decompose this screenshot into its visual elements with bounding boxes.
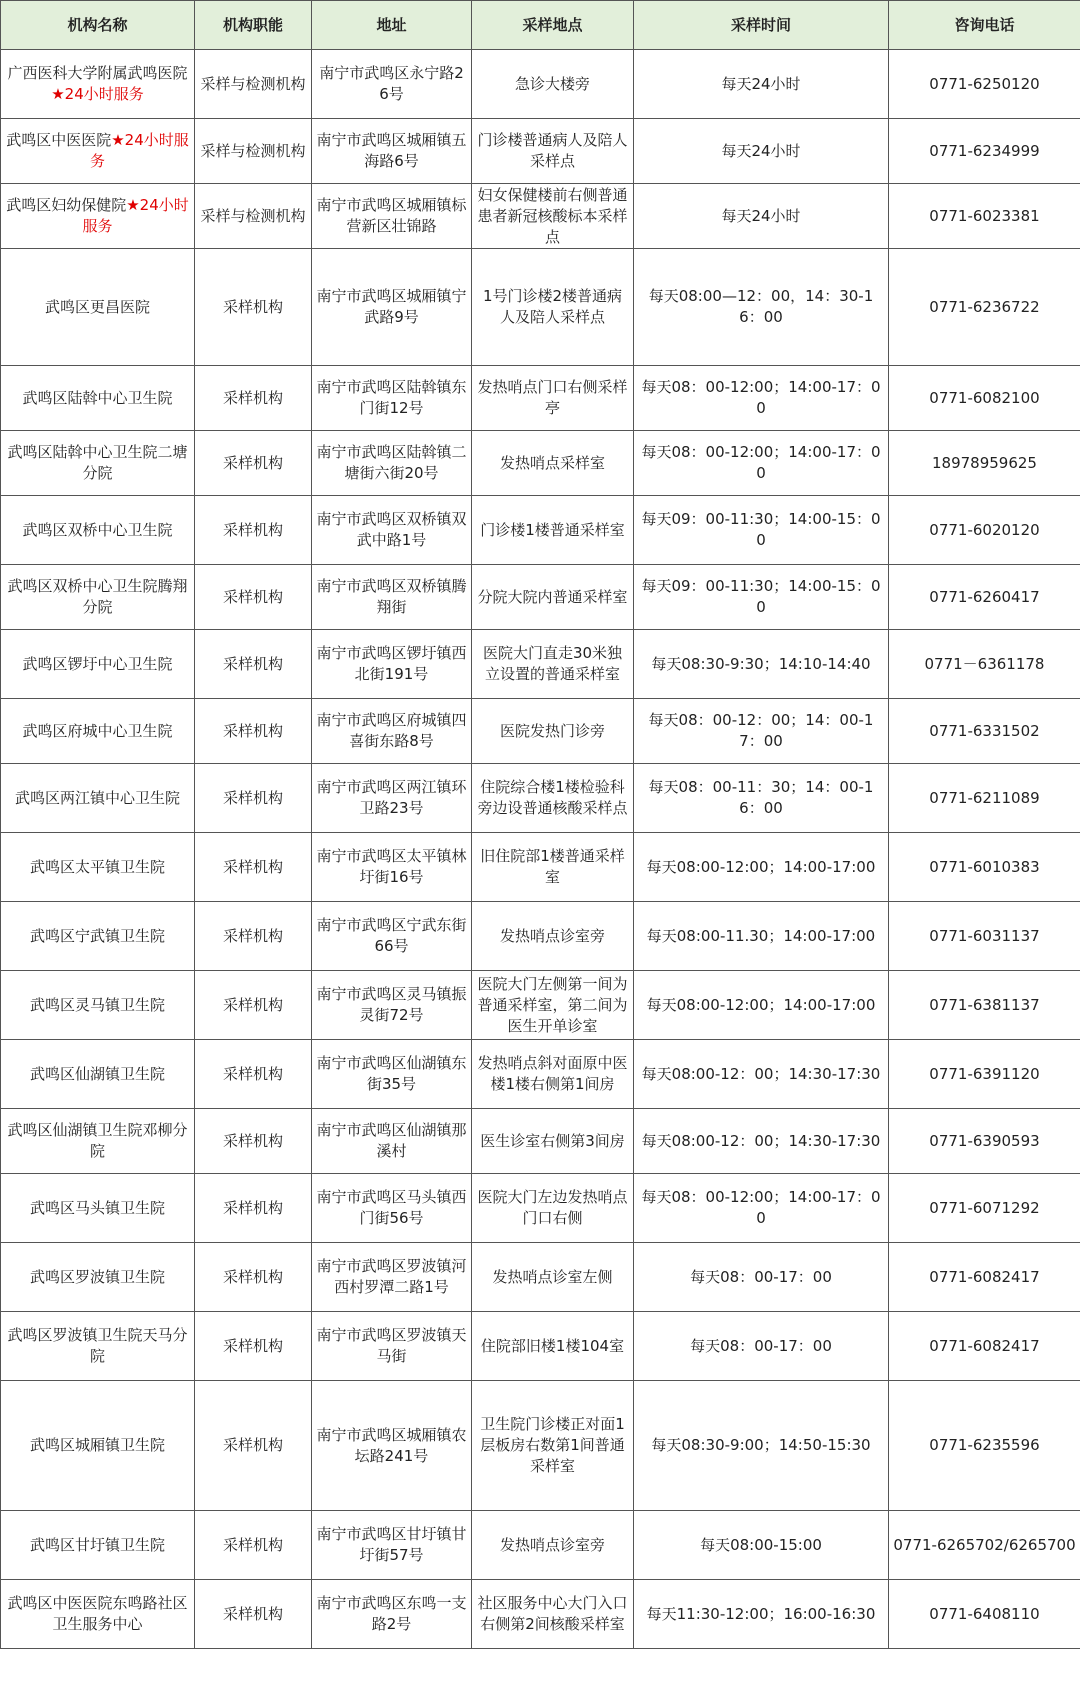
header-address: 地址 [312,1,472,50]
cell-function [195,496,312,565]
cell-time [634,1580,889,1649]
cell-phone-text: 0771-6235596 [929,1436,1040,1454]
cell-time [634,1174,889,1243]
cell-function [195,1580,312,1649]
cell-phone-text: 0771-6265702/6265700 [893,1535,1076,1554]
cell-site [472,119,634,184]
header-name: 机构名称 [1,1,195,50]
cell-site [472,431,634,496]
cell-site-text: 住院综合楼1楼检验科旁边设普通核酸采样点 [477,778,628,817]
cell-site-text: 卫生院门诊楼正对面1层板房右数第1间普通采样室 [480,1415,625,1475]
cell-phone-text: 0771-6390593 [929,1131,1040,1150]
cell-address [312,1174,472,1243]
cell-phone [889,366,1080,431]
cell-phone [889,496,1080,565]
cell-phone-text: 0771-6331502 [929,721,1040,740]
cell-site-text: 医院大门左侧第一间为普通采样室，第二间为医生开单诊室 [477,974,628,1035]
cell-phone [889,1109,1080,1174]
cell-name [1,496,195,565]
cell-phone-text: 0771-6082100 [929,388,1040,407]
cell-address [312,1109,472,1174]
cell-function-text: 采样机构 [222,453,283,472]
cell-name [1,50,195,119]
cell-name [1,119,195,184]
cell-function-text: 采样机构 [222,1336,283,1355]
cell-address-text: 南宁市武鸣区仙湖镇东街35号 [316,1054,467,1093]
cell-function [195,1243,312,1312]
cell-time [634,119,889,184]
cell-name [1,1040,195,1109]
cell-address [312,119,472,184]
cell-address [312,833,472,902]
cell-function [195,565,312,630]
cell-address [312,366,472,431]
cell-phone-text: 0771-6260417 [929,587,1040,606]
cell-site-text: 发热哨点诊室旁 [499,1535,605,1554]
cell-name-text: 武鸣区更昌医院 [44,297,150,316]
cell-phone-text: 0771-6023381 [929,206,1040,225]
cell-time-text: 每天08:00-12:00；14:00-17:00 [646,857,876,876]
cell-site-text: 住院部旧楼1楼104室 [480,1336,625,1355]
cell-site [472,1511,634,1580]
cell-time [634,249,889,366]
cell-name-text: 武鸣区太平镇卫生院 [29,857,165,876]
table-row [1,1109,1080,1174]
cell-address-text: 南宁市武鸣区陆斡镇东门街12号 [316,378,467,417]
table-row [1,1580,1080,1649]
cell-site [472,366,634,431]
cell-name [1,1580,195,1649]
cell-address-text: 南宁市武鸣区仙湖镇那溪村 [316,1121,467,1160]
cell-name [1,1312,195,1381]
cell-name [1,184,195,249]
cell-address [312,902,472,971]
cell-time [634,565,889,630]
cell-time-text: 每天08:00-12:00；14:00-17:00 [646,995,876,1014]
cell-time-text: 每天24小时 [721,74,801,93]
cell-site [472,1243,634,1312]
cell-function [195,699,312,764]
cell-address-text: 南宁市武鸣区城厢镇宁武路9号 [316,287,467,326]
cell-phone [889,119,1080,184]
cell-address-text: 南宁市武鸣区太平镇林圩街16号 [316,847,467,886]
cell-phone [889,1511,1080,1580]
cell-name [1,699,195,764]
cell-time [634,764,889,833]
cell-name-text: 武鸣区仙湖镇卫生院 [29,1064,165,1083]
table-body [1,50,1080,1649]
cell-name-text: 武鸣区妇幼保健院 [6,196,127,214]
cell-site [472,50,634,119]
table-row [1,902,1080,971]
cell-function [195,1312,312,1381]
cell-time-text: 每天09：00-11:30；14:00-15：00 [641,577,881,616]
cell-name-text: 武鸣区罗波镇卫生院天马分院 [7,1326,188,1365]
cell-address-text: 南宁市武鸣区两江镇环卫路23号 [316,778,467,817]
cell-time [634,1312,889,1381]
cell-name [1,971,195,1040]
header-time: 采样时间 [634,1,889,50]
cell-site-text: 发热哨点斜对面原中医楼1楼右侧第1间房 [477,1054,628,1093]
cell-name-text: 武鸣区锣圩中心卫生院 [22,654,173,673]
cell-name [1,630,195,699]
table-row [1,496,1080,565]
cell-time [634,833,889,902]
cell-time-text: 每天24小时 [721,141,801,160]
cell-name-text: 武鸣区仙湖镇卫生院邓柳分院 [7,1121,188,1160]
cell-site-text: 医院大门直走30米独立设置的普通采样室 [482,644,623,683]
cell-function [195,366,312,431]
cell-phone-text: 0771-6020120 [929,520,1040,539]
cell-name-text: 武鸣区两江镇中心卫生院 [14,788,180,807]
cell-phone [889,1174,1080,1243]
cell-phone [889,1381,1080,1511]
cell-name-text: 武鸣区甘圩镇卫生院 [29,1535,165,1554]
cell-address-text: 南宁市武鸣区罗波镇天马街 [316,1326,467,1365]
cell-time [634,1511,889,1580]
cell-time-text: 每天08:00-15:00 [700,1535,822,1554]
cell-phone [889,764,1080,833]
cell-time [634,431,889,496]
table-row [1,1243,1080,1312]
cell-name [1,1243,195,1312]
table-row [1,431,1080,496]
cell-address [312,184,472,249]
cell-time-text: 每天08：00-12:00；14:00-17：00 [641,1188,881,1227]
cell-site [472,1312,634,1381]
cell-time [634,1109,889,1174]
cell-function-text: 采样机构 [222,654,283,673]
table-row [1,699,1080,764]
cell-site [472,902,634,971]
table-row [1,50,1080,119]
cell-address [312,249,472,366]
cell-function [195,184,312,249]
cell-phone-text: 0771-6391120 [929,1064,1040,1083]
cell-time [634,630,889,699]
cell-phone [889,699,1080,764]
cell-address [312,699,472,764]
cell-name [1,1381,195,1511]
header-phone: 咨询电话 [889,1,1080,50]
cell-address [312,1312,472,1381]
cell-function [195,971,312,1040]
cell-time [634,902,889,971]
cell-time-text: 每天08：00-12:00；14:00-17：00 [641,378,881,417]
header-site: 采样地点 [472,1,634,50]
cell-time-text: 每天08：00-12:00；14:00-17：00 [641,443,881,482]
cell-time-text: 每天08:00—12：00，14：30-16：00 [648,287,874,326]
cell-time-text: 每天08：00-12：00；14：00-17：00 [648,711,874,750]
cell-name-text: 广西医科大学附属武鸣医院 [7,64,188,82]
cell-site-text: 1号门诊楼2楼普通病人及陪人采样点 [482,287,623,326]
cell-time [634,971,889,1040]
cell-function [195,833,312,902]
cell-phone-text: 0771-6082417 [929,1267,1040,1286]
cell-name-text: 武鸣区府城中心卫生院 [22,721,173,740]
cell-name-text: 武鸣区陆斡中心卫生院 [22,388,173,407]
table-row [1,184,1080,249]
cell-address-text: 南宁市武鸣区城厢镇农坛路241号 [316,1425,467,1465]
cell-phone-text: 0771-6071292 [929,1198,1040,1217]
cell-time-text: 每天08：00-17：00 [690,1267,832,1286]
table-row [1,249,1080,366]
cell-name [1,833,195,902]
cell-function-text: 采样机构 [222,1436,283,1454]
table-row [1,1174,1080,1243]
header-row [1,1,1080,50]
cell-site [472,971,634,1040]
cell-site-text: 门诊楼1楼普通采样室 [480,520,625,539]
cell-function-text: 采样机构 [222,721,283,740]
cell-phone-text: 0771-6082417 [929,1336,1040,1355]
cell-name [1,764,195,833]
table-row [1,630,1080,699]
cell-site-text: 发热哨点门口右侧采样亭 [477,378,628,417]
cell-function-text: 采样机构 [222,1064,283,1083]
cell-address-text: 南宁市武鸣区陆斡镇二塘街六街20号 [316,443,467,482]
cell-time-text: 每天08:30-9:00；14:50-15:30 [651,1436,871,1454]
cell-function [195,764,312,833]
cell-site [472,249,634,366]
cell-time-text: 每天08:30-9:30；14:10-14:40 [651,654,871,673]
cell-site [472,630,634,699]
cell-address-text: 南宁市武鸣区城厢镇五海路6号 [316,131,467,170]
cell-site-text: 旧住院部1楼普通采样室 [480,847,625,886]
cell-address [312,971,472,1040]
cell-function-text: 采样机构 [222,857,283,876]
cell-time [634,184,889,249]
cell-site-text: 社区服务中心大门入口右侧第2间核酸采样室 [477,1594,628,1633]
cell-function-text: 采样机构 [222,297,283,316]
cell-time [634,366,889,431]
cell-phone [889,565,1080,630]
cell-time-text: 每天08:00-11.30；14:00-17:00 [646,926,876,945]
cell-function-text: 采样机构 [222,995,283,1014]
cell-function-text: 采样机构 [222,1604,283,1623]
cell-site-text: 发热哨点采样室 [499,453,605,472]
cell-function-text: 采样机构 [222,1131,283,1150]
cell-phone-text: 0771-6031137 [929,926,1040,945]
cell-name-text: 武鸣区灵马镇卫生院 [29,995,165,1014]
cell-address-text: 南宁市武鸣区双桥镇双武中路1号 [316,510,467,549]
cell-address [312,431,472,496]
cell-site-text: 医院大门左边发热哨点门口右侧 [477,1188,628,1227]
cell-phone-text: 18978959625 [932,453,1037,472]
cell-name [1,431,195,496]
cell-address-text: 南宁市武鸣区马头镇西门街56号 [316,1188,467,1227]
cell-site-text: 发热哨点诊室左侧 [492,1267,613,1286]
cell-address-text: 南宁市武鸣区灵马镇振灵街72号 [316,985,467,1024]
cell-address-text: 南宁市武鸣区甘圩镇甘圩街57号 [316,1525,467,1564]
cell-site [472,565,634,630]
cell-site-text: 门诊楼普通病人及陪人采样点 [477,131,628,170]
cell-phone [889,249,1080,366]
cell-time-text: 每天08：00-17：00 [690,1336,832,1355]
cell-phone-text: 0771-6211089 [929,788,1040,807]
cell-function [195,249,312,366]
cell-phone-text: 0771-6010383 [929,857,1040,876]
cell-phone-text: 0771-6250120 [929,74,1040,93]
cell-phone [889,971,1080,1040]
cell-site [472,1174,634,1243]
cell-phone [889,184,1080,249]
cell-time [634,699,889,764]
cell-function [195,1109,312,1174]
cell-address-text: 南宁市武鸣区双桥镇腾翔街 [316,577,467,616]
cell-address-text: 南宁市武鸣区城厢镇标营新区壮锦路 [316,196,467,235]
cell-phone-text: 0771-6408110 [929,1604,1040,1623]
cell-site [472,1109,634,1174]
cell-function [195,1511,312,1580]
cell-function-text: 采样机构 [222,388,283,407]
cell-function [195,630,312,699]
cell-site [472,764,634,833]
cell-phone [889,50,1080,119]
cell-time [634,496,889,565]
cell-function-text: 采样机构 [222,1267,283,1286]
cell-phone-text: 0771-6381137 [929,995,1040,1014]
cell-time-text: 每天09：00-11:30；14:00-15：00 [641,510,881,549]
cell-phone [889,1312,1080,1381]
table-row [1,1040,1080,1109]
cell-address-text: 南宁市武鸣区永宁路26号 [319,64,464,103]
cell-name [1,366,195,431]
cell-address-text: 南宁市武鸣区罗波镇河西村罗潭二路1号 [316,1257,467,1296]
cell-name [1,1174,195,1243]
cell-address-text: 南宁市武鸣区府城镇四喜街东路8号 [316,711,467,750]
table-row [1,833,1080,902]
cell-time [634,1381,889,1511]
cell-address [312,50,472,119]
cell-site-text: 医院发热门诊旁 [499,721,605,740]
service-24h-badge: ★24小时服务 [82,196,189,235]
header-function: 机构职能 [195,1,312,50]
cell-phone [889,902,1080,971]
cell-address [312,1580,472,1649]
cell-address-text: 南宁市武鸣区宁武东街66号 [316,916,467,955]
cell-function-text: 采样与检测机构 [200,206,306,225]
cell-phone [889,1040,1080,1109]
cell-name-text: 武鸣区双桥中心卫生院腾翔分院 [7,577,188,616]
cell-name-text: 武鸣区马头镇卫生院 [29,1198,165,1217]
cell-site [472,1580,634,1649]
service-24h-badge: ★24小时服务 [89,131,189,170]
cell-site [472,184,634,249]
cell-function [195,1040,312,1109]
cell-phone [889,431,1080,496]
cell-name-text: 武鸣区双桥中心卫生院 [22,520,173,539]
cell-time-text: 每天08：00-11：30；14：00-16：00 [648,778,874,817]
cell-address [312,1040,472,1109]
cell-function-text: 采样机构 [222,926,283,945]
table-row [1,971,1080,1040]
table-row [1,119,1080,184]
cell-function [195,1174,312,1243]
table-row [1,1381,1080,1511]
cell-address [312,496,472,565]
cell-name-text: 武鸣区中医医院东鸣路社区卫生服务中心 [7,1594,188,1633]
cell-name-text: 武鸣区中医医院 [6,131,112,149]
cell-function-text: 采样机构 [222,1535,283,1554]
cell-site [472,699,634,764]
cell-time-text: 每天24小时 [721,206,801,225]
cell-function [195,119,312,184]
cell-name-text: 武鸣区陆斡中心卫生院二塘分院 [7,443,188,482]
cell-address [312,1381,472,1511]
cell-phone [889,1243,1080,1312]
cell-function [195,1381,312,1511]
table-row [1,366,1080,431]
cell-time [634,1243,889,1312]
cell-function-text: 采样机构 [222,587,283,606]
table-row [1,764,1080,833]
cell-name [1,249,195,366]
cell-site-text: 分院大院内普通采样室 [477,587,628,606]
cell-time [634,1040,889,1109]
cell-site [472,833,634,902]
cell-phone [889,1580,1080,1649]
cell-address [312,1511,472,1580]
cell-name [1,1109,195,1174]
cell-address-text: 南宁市武鸣区东鸣一支路2号 [316,1594,467,1633]
service-24h-badge: ★24小时服务 [51,85,144,103]
cell-time-text: 每天11:30-12:00；16:00-16:30 [646,1604,876,1623]
cell-time [634,50,889,119]
cell-phone-text: 0771-6236722 [929,297,1040,316]
table-row [1,1511,1080,1580]
cell-function-text: 采样与检测机构 [200,141,306,160]
cell-time-text: 每天08:00-12：00；14:30-17:30 [641,1131,881,1150]
cell-address [312,565,472,630]
cell-name [1,1511,195,1580]
cell-phone-text: 0771－6361178 [924,654,1045,673]
cell-function [195,50,312,119]
cell-name-text: 武鸣区城厢镇卫生院 [29,1436,165,1454]
table-row [1,1312,1080,1381]
cell-site [472,496,634,565]
cell-name [1,902,195,971]
cell-function-text: 采样机构 [222,1198,283,1217]
cell-time-text: 每天08:00-12：00；14:30-17:30 [641,1064,881,1083]
cell-address-text: 南宁市武鸣区锣圩镇西北街191号 [316,644,467,683]
cell-site-text: 发热哨点诊室旁 [499,926,605,945]
cell-function-text: 采样与检测机构 [200,74,306,93]
cell-site-text: 急诊大楼旁 [514,74,590,93]
cell-name [1,565,195,630]
cell-address [312,1243,472,1312]
cell-name-text: 武鸣区宁武镇卫生院 [29,926,165,945]
table-row [1,565,1080,630]
cell-function-text: 采样机构 [222,788,283,807]
cell-phone-text: 0771-6234999 [929,141,1040,160]
cell-function-text: 采样机构 [222,520,283,539]
cell-site [472,1381,634,1511]
cell-site-text: 医生诊室右侧第3间房 [480,1131,625,1150]
cell-address [312,764,472,833]
cell-name-text: 武鸣区罗波镇卫生院 [29,1267,165,1286]
cell-address [312,630,472,699]
cell-phone [889,630,1080,699]
cell-function [195,431,312,496]
cell-function [195,902,312,971]
cell-site [472,1040,634,1109]
cell-site-text: 妇女保健楼前右侧普通患者新冠核酸标本采样点 [477,185,628,246]
cell-phone [889,833,1080,902]
